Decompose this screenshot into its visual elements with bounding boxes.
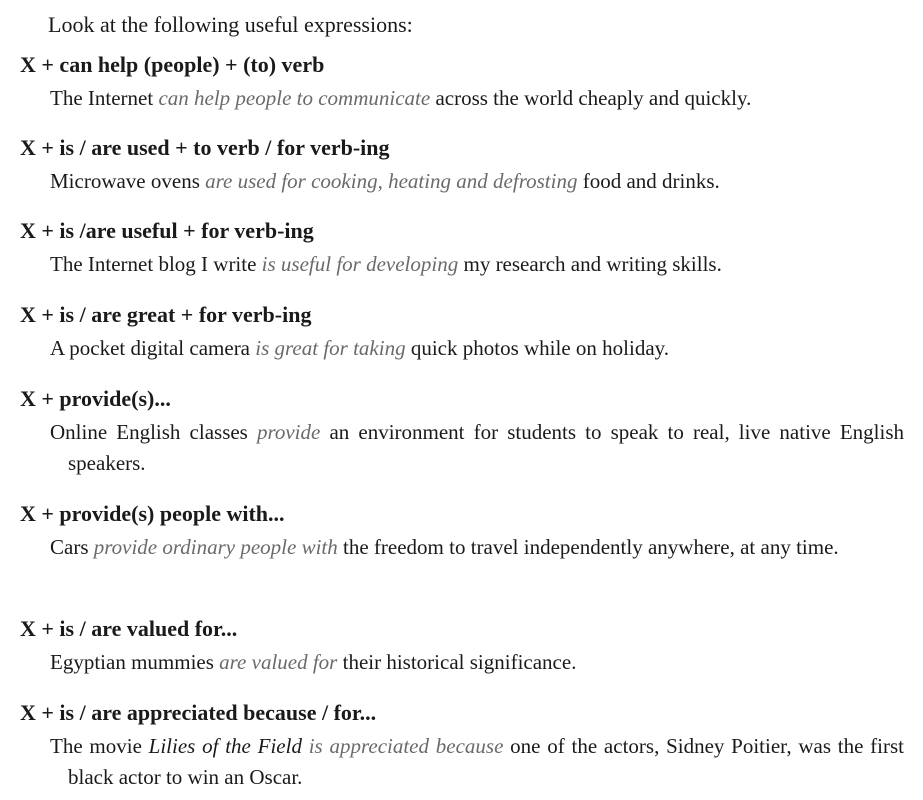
example-text: my research and writing skills. bbox=[458, 252, 722, 276]
example-text: an environment for students to speak to real, live native English speakers. bbox=[68, 420, 904, 475]
example-text: across the world cheaply and quickly. bbox=[430, 86, 752, 110]
intro-text: Look at the following useful expressions: bbox=[48, 12, 413, 37]
example-text: quick photos while on holiday. bbox=[405, 336, 670, 360]
expression-heading: X + provide(s)... bbox=[20, 386, 171, 411]
example-sentence bbox=[50, 249, 886, 280]
example-sentence bbox=[50, 647, 886, 678]
highlighted-expression: is appreciated because bbox=[301, 734, 504, 758]
example-text: The Internet blog I write bbox=[50, 252, 262, 276]
highlighted-expression: is great for taking bbox=[255, 336, 406, 360]
highlighted-expression: provide bbox=[256, 420, 321, 444]
example-text: The movie bbox=[50, 734, 149, 758]
highlighted-expression: is useful for developing bbox=[261, 252, 459, 276]
highlighted-expression: can help people to communicate bbox=[158, 86, 431, 110]
example-text: Microwave ovens bbox=[50, 169, 206, 193]
expression-heading: X + is / are appreciated because / for... bbox=[20, 700, 377, 725]
expression-heading: X + is /are useful + for verb-ing bbox=[20, 218, 314, 243]
example-text: their historical significance. bbox=[337, 650, 577, 674]
movie-title: Lilies of the Field bbox=[148, 734, 302, 758]
example-sentence bbox=[50, 417, 904, 479]
example-text: the freedom to travel independently anywhere, at any time. bbox=[337, 535, 839, 559]
expression-heading: X + can help (people) + (to) verb bbox=[20, 52, 325, 77]
example-sentence bbox=[50, 83, 886, 114]
expression-heading: X + provide(s) people with... bbox=[20, 501, 285, 526]
highlighted-expression: are used for cooking, heating and defrosting bbox=[205, 169, 578, 193]
highlighted-expression: are valued for bbox=[219, 650, 338, 674]
example-sentence bbox=[50, 166, 886, 197]
expression-heading: X + is / are great + for verb-ing bbox=[20, 302, 312, 327]
expression-heading: X + is / are valued for... bbox=[20, 616, 238, 641]
example-text: A pocket digital camera bbox=[50, 336, 256, 360]
example-sentence bbox=[50, 532, 904, 563]
example-sentence bbox=[50, 333, 886, 364]
example-sentence bbox=[50, 731, 904, 793]
example-text: Cars bbox=[50, 535, 94, 559]
example-text: food and drinks. bbox=[577, 169, 720, 193]
example-text: Egyptian mummies bbox=[50, 650, 220, 674]
example-text: Online English classes bbox=[50, 420, 257, 444]
example-text: one of the actors, Sidney Poitier, was the first black actor to win an Oscar. bbox=[68, 734, 905, 789]
example-text: The Internet bbox=[50, 86, 159, 110]
highlighted-expression: provide ordinary people with bbox=[93, 535, 338, 559]
expression-heading: X + is / are used + to verb / for verb-ing bbox=[20, 135, 390, 160]
